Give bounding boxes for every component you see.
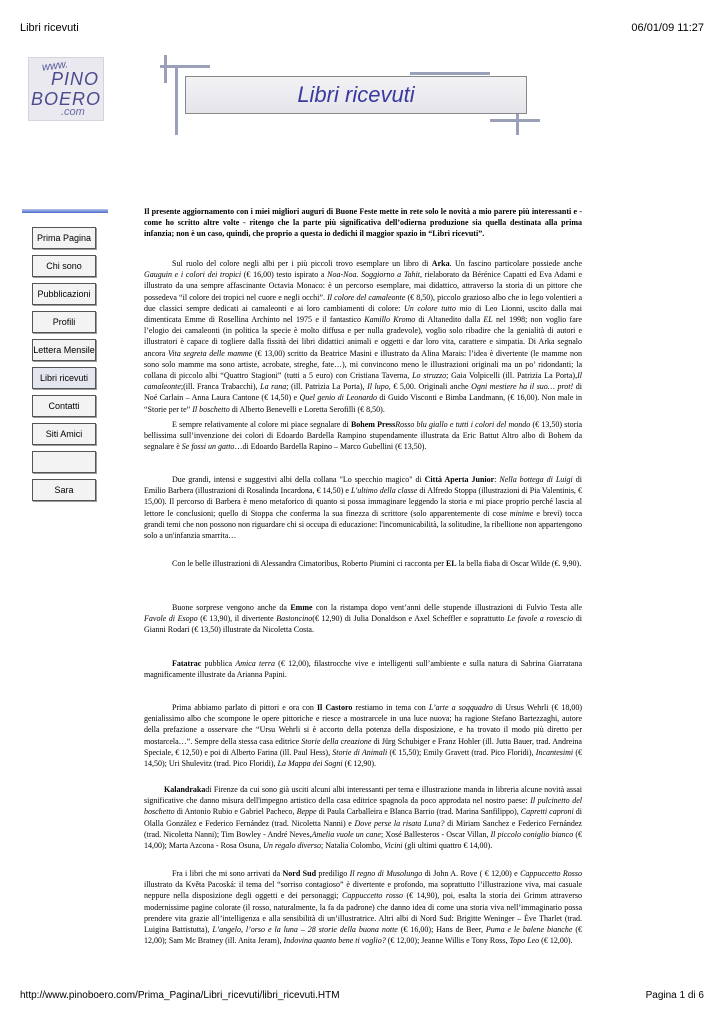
nav-contatti[interactable]: Contatti — [32, 395, 96, 417]
banner-decoration-line — [410, 72, 490, 75]
logo-text-www: www. — [41, 58, 69, 74]
page-title: Libri ricevuti — [297, 82, 415, 107]
paragraph-el — [144, 558, 582, 569]
logo-text-boero: BOERO — [31, 89, 102, 109]
intro-paragraph — [144, 206, 582, 240]
paragraph-citta-aperta — [144, 474, 582, 541]
intro-text: Il presente aggiornamento con i miei migliori auguri di Buone Feste mette in rete solo le novità a mio parere più interessanti e - come ho scritto altre volte - ritengo che la parte più significativa dell’odierna produzione sia quella destinata alla prima infanzia; non è un caso, quindi, che proprio a questa io dedichi il maggior spazio in “Libri ricevuti”. — [144, 207, 582, 239]
paragraph-bohem — [144, 419, 582, 453]
nav-siti-amici[interactable]: Siti Amici — [32, 423, 96, 445]
nav-prima-pagina[interactable]: Prima Pagina — [32, 227, 96, 249]
logo-text-pino: PINO — [51, 69, 100, 89]
banner-decoration-line — [175, 65, 178, 135]
site-logo[interactable] — [28, 57, 104, 121]
nav-top-bar — [22, 209, 108, 213]
paragraph-text: Prima abbiamo parlato di pittori e ora con Il Castoro restiamo in tema con L’arte a soqquadro di Ursus Wehrli (€ 18,00) genialissimo albo che scompone le opere pittoriche e riesce a mostrarcele in una luce nuova; ha ragione Stefano Bartezzaghi, autore della prefazione a osservare che “Ursu Wehrli si è accorto della potenza della disposizione, e ha trovato il modo più diretto per mostarcela…”. Sempre della stessa casa editrice Storie della creazione di Jürg Schubiger e Franz Hohler (ill. Jutta Bauer, trad. Andreina Speciale, € 12,50) e poi di Alberto Farina (ill. Paul Hess), Storie di Animali (€ 15,50); Emily Gravett (trad. Pico Floridi), Incantesimi (€ 14,50); Uri Shulevitz (trad. Pico Floridi), La Mappa dei Sogni (€ 12,90). — [144, 703, 582, 769]
paragraph-text: Con le belle illustrazioni di Alessandra Cimatoribus, Roberto Piumini ci racconta per EL la bella fiaba di Oscar Wilde (€. 9,90). — [172, 559, 582, 568]
paragraph-text: Due grandi, intensi e suggestivi albi della collana "Lo specchio magico" di Città Aperta Junior: Nella bottega di Luigi di Emilio Barbera (illustrazioni di Rosalinda Incardona, € 14,50) e L'ultimo della classe di Alfredo Stoppa (illustrazioni di Pia Valentinis, € 15,00). Il percorso di Barbera è meno metaforico di quanto si possa immaginare leggendo la storia e mi piace proprio perché lascia al lettore le conclusioni; quello di Stoppa che conferma la sua finezza di scrittore (solo apparentemente di cose minime e brevi) tocca grandi temi che non possono non riguardare chi si occupa di educazione: l'incomunicabilità, la solitudine, la ribellione non appartengono solo a un'infanzia smarrita… — [144, 475, 583, 541]
print-header-datetime: 06/01/09 11:27 — [631, 22, 704, 34]
nav-empty-button[interactable] — [32, 451, 96, 473]
nav-libri-ricevuti[interactable]: Libri ricevuti — [32, 367, 96, 389]
paragraph-text: E sempre relativamente al colore mi piace segnalare di Bohem PressRosso blu giallo e tutti i colori del mondo (€ 13,50) storia bellissima sull’invenzione dei colori di Edoardo Bardella Rampino stupendamente illustrata da Eric Battut Altro albo di Bohem da segnalare è Se fossi un gatto…di Edoardo Bardella Rapino – Marco Gubellini (€ 13,50). — [144, 420, 583, 452]
print-footer-page: Pagina 1 di 6 — [645, 990, 704, 1001]
paragraph-nord-sud — [144, 868, 582, 946]
print-footer — [20, 990, 704, 1004]
paragraph-fatatrac — [144, 658, 582, 680]
banner-decoration-line — [160, 65, 210, 68]
paragraph-arka — [144, 258, 582, 415]
paragraph-text: Sul ruolo del colore negli albi per i più piccoli trovo esemplare un libro di Arka. Un fascino particolare possiede anche Gauguin e i colori dei tropici (€ 16,00) testo ispirato a Noa-Noa. Soggiorno a Tahit, rielaborato da Bérénice Capatti ed Eva Adami e illustrato da una sempre affascinante Octavia Monaco: è un percorso esemplare, mai didattico, attraverso la storia di un pittore che possedeva “il colore dei tropici nel cuore e negli occhi”. Il colore del camaleonte (€ 8,50), piccolo grazioso albo che io lego volentieri a due classici sempre dedicati ai camaleonti e ai loro cambiamenti di colore: Un colore tutto mio di Leo Lionni, uscito dalla mai dimenticata Emme di Rosellina Archinto nel 1975 e il fantastico Kamillo Kromo di Altanedito dalla EL nel 1998; non voglio fare l’elogio dei camaleonti (in politica la specie è molto diffusa e per nulla gradevole), voglio solo ribadire che la genialità di autori e illustratori è capace di togliere dalla fissità dei libri didattici animali e oggetti e dar loro vita, carattere e simpatia. Di Arka segnalo ancora Vita segreta delle mamme (€ 13,00) scritto da Beatrice Masini e illustrato da Alina Marais: l’idea è divertente (le mamme non sono solo mamme ma sono artiste, acrobate, streghe, fate…), mi convincono meno le illustrazioni originali ma un po’ ridondanti; la collana di piccolo albi “Quattro Stagioni” (tutti a 5 euro) con Cristiana Taverna, Lo struzzo; Gaia Volpicelli (ill. Patrizia La Porta),Il camaleonte;(ill. Franca Trabacchi), La rana; (ill. Patrizia La Porta), Il lupo, € 5,00. Originali anche Ogni mestiere ha il suo… prot! di Noé Carlain – Anna Laura Cantone (€ 14,50) e Quel genio di Leonardo di Guido Visconti e Bimba Landmann, (€ 16,00). Non male in “Storie per te” Il boschetto di Alberto Benevelli e Loretta Serofilli (€ 8,50). — [144, 259, 582, 414]
page-title-banner — [160, 55, 540, 137]
print-header — [20, 22, 704, 36]
nav-profili[interactable]: Profili — [32, 311, 96, 333]
nav-chi-sono[interactable]: Chi sono — [32, 255, 96, 277]
paragraph-kalandraka — [144, 784, 582, 851]
nav-pubblicazioni[interactable]: Pubblicazioni — [32, 283, 96, 305]
paragraph-emme — [144, 602, 582, 636]
paragraph-text: Fatatrac pubblica Amica terra (€ 12,00), filastrocche vive e intelligenti sull’ambiente e sulla natura di Sabrina Giarratana magnificamente illustrate da Arianna Papini. — [144, 659, 583, 680]
paragraph-text: Fra i libri che mi sono arrivati da Nord Sud prediligo Il regno di Musolungo di John A. Rove ( € 12,00) e Cappuccetto Rosso illustrato da Květa Pacoská: il tema del “sorriso contagioso” è divertente e profondo, ma soprattutto l’illustrazione viva, mai casuale neppure nella disposizione degli oggetti e dei personaggi; Cappuccetto rosso (€ 14,90), poi, esalta la storia dei Grimm attraverso modernissime pagine colorate (il rosso, naturalmente, la fa da padrone) che danno idea di come una storia viva nell’immaginario possa prendere vita grazie all’intelligenza e alla sensibilità di un’illustratrice. Altri albi di Nord Sud: Brigitte Weninger – Ève Tharlet (trad. Luigina Battistutta), L’angelo, l’orso e la luna – 28 storie della buona notte (€ 16,00); Hans de Beer, Puma e le balene bianche (€ 12,00); Sam Mc Bratney (ill. Anita Jeram), Indovina quanto bene ti voglio? (€ 12,00); Jeanne Willis e Tony Ross, Topo Leo (€ 12,00). — [144, 869, 583, 946]
logo-text-com: .com — [61, 106, 85, 118]
banner-decoration-line — [490, 119, 540, 122]
paragraph-text: Kalandrakadi Firenze da cui sono già usciti alcuni albi interessanti per tema e illustrazione manda in libreria alcune novità assai significative che danno misura dell'impegno artistico della casa editrice spagnola da poco approdata nel nostro paese: Il pulcinetto del boschetto di Antonio Rubio e Gabriel Pacheco, Beppe di Paula Carballeira e Blanca Barrio (trad. Marina Sanfilippo), Capretti caproni di Olalla González e Federico Fernández (trad. Nicoletta Nanni) e Dove perse la risata Luna? di Miriam Sanchez e Federico Fernández (trad. Nicoletta Nanni); Tim Bowley - André Neves,Amelia vuole un cane; Xosé Ballesteros - Oscar Villan, Il piccolo coniglio bianco (€ 14,00); Marta Azcona - Rosa Osuna, Un regalo diverso; Natalia Colombo, Vicini (gli ultimi quattro € 14,00). — [144, 785, 583, 851]
paragraph-castoro — [144, 702, 582, 769]
print-header-title: Libri ricevuti — [20, 22, 79, 34]
nav-sara[interactable]: Sara — [32, 479, 96, 501]
nav-lettera-mensile[interactable]: Lettera Mensile — [32, 339, 96, 361]
paragraph-text: Buone sorprese vengono anche da Emme con la ristampa dopo vent’anni delle stupende illustrazioni di Fulvio Testa alle Favole di Esopo (€ 13,90), il divertente Bastoncino(€ 12,90) di Julia Donaldson e Axel Scheffler e soprattutto Le favole a rovescio di Gianni Rodari (€ 13,50) illustrate da Nicoletta Costa. — [144, 603, 582, 635]
print-footer-url: http://www.pinoboero.com/Prima_Pagina/Libri_ricevuti/libri_ricevuti.HTM — [20, 990, 340, 1001]
page-title-box — [185, 76, 527, 114]
banner-decoration-line — [164, 55, 167, 83]
